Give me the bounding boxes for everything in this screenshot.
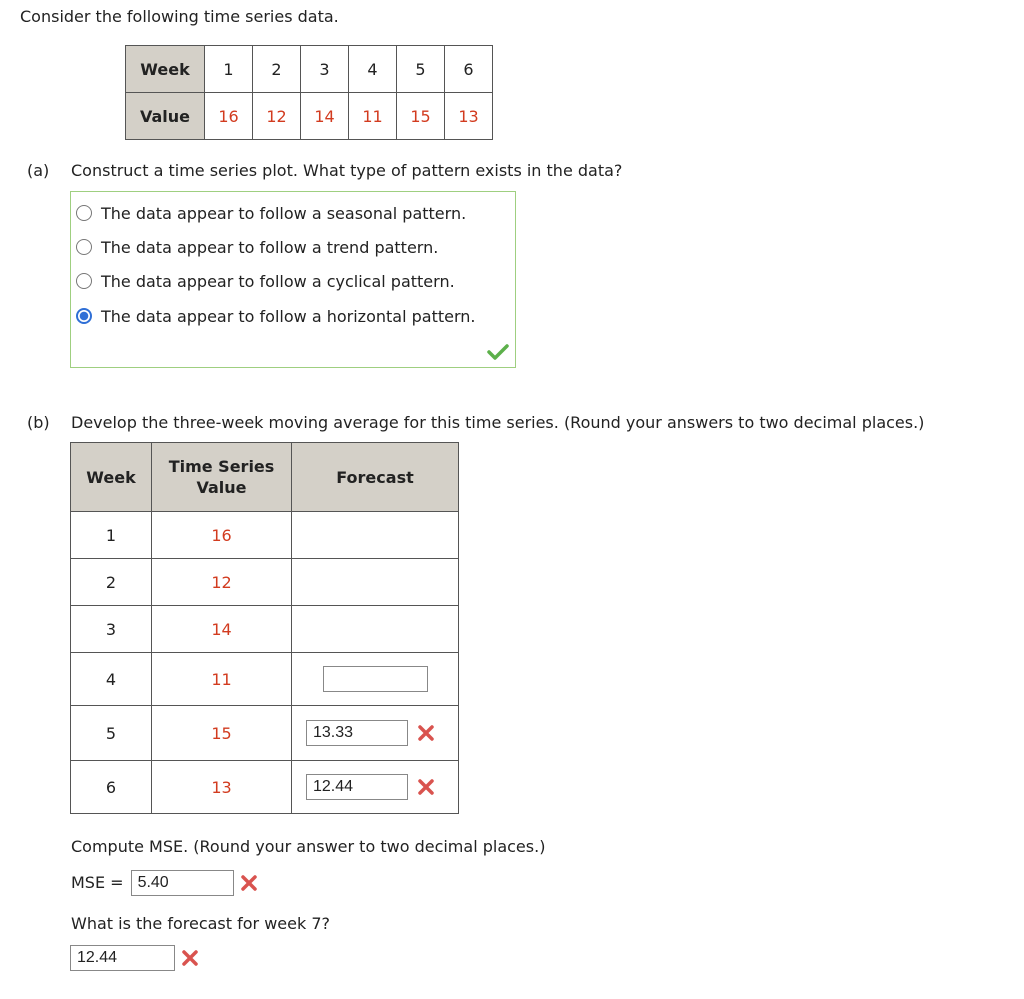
mse-prompt: Compute MSE. (Round your answer to two decimal places.)	[71, 837, 546, 856]
option-seasonal[interactable]	[76, 202, 466, 224]
radio-trend[interactable]	[76, 239, 92, 255]
incorrect-x-icon	[240, 874, 258, 892]
value-cell: 14	[301, 93, 349, 140]
row-forecast	[292, 706, 459, 761]
row-week: 3	[71, 606, 152, 653]
incorrect-x-icon	[417, 778, 435, 796]
forecast-week-6-input[interactable]: 12.44	[306, 774, 408, 800]
row-forecast-empty	[292, 559, 459, 606]
value-cell: 11	[349, 93, 397, 140]
week7-forecast-input[interactable]: 12.44	[70, 945, 175, 971]
row-forecast-empty	[292, 512, 459, 559]
value-cell: 16	[205, 93, 253, 140]
option-label: The data appear to follow a horizontal pattern.	[101, 306, 476, 326]
row-value: 14	[152, 606, 292, 653]
option-label: The data appear to follow a seasonal pattern.	[101, 203, 467, 223]
option-label: The data appear to follow a cyclical pattern.	[101, 271, 455, 291]
table-row	[71, 761, 459, 814]
week7-prompt: What is the forecast for week 7?	[71, 914, 331, 933]
week-cell: 6	[445, 46, 493, 93]
week-cell: 1	[205, 46, 253, 93]
part-a-label: (a)	[27, 161, 50, 180]
row-value: 11	[152, 653, 292, 706]
table-row	[71, 706, 459, 761]
row-week: 6	[71, 761, 152, 814]
table-row	[71, 653, 459, 706]
correct-check-icon	[487, 344, 509, 360]
mse-label: MSE =	[71, 873, 124, 892]
table-row	[71, 559, 459, 606]
part-b-label: (b)	[27, 413, 50, 432]
week-cell: 5	[397, 46, 445, 93]
intro-text: Consider the following time series data.	[20, 7, 339, 26]
row-week: 5	[71, 706, 152, 761]
week-row	[126, 46, 493, 93]
forecast-week-4-input[interactable]	[323, 666, 428, 692]
mse-input[interactable]: 5.40	[131, 870, 234, 896]
row-week: 2	[71, 559, 152, 606]
radio-seasonal[interactable]	[76, 205, 92, 221]
header-time-series-value-text: Time Series Value	[168, 457, 275, 497]
row-value: 13	[152, 761, 292, 814]
option-cyclical[interactable]	[76, 270, 455, 292]
week-cell: 3	[301, 46, 349, 93]
value-header: Value	[126, 93, 205, 140]
value-cell: 15	[397, 93, 445, 140]
value-cell: 12	[253, 93, 301, 140]
week-cell: 4	[349, 46, 397, 93]
row-week: 1	[71, 512, 152, 559]
row-forecast	[292, 653, 459, 706]
mse-row	[71, 870, 258, 896]
week-cell: 2	[253, 46, 301, 93]
week7-row	[70, 945, 199, 971]
table-header-row	[71, 443, 459, 512]
incorrect-x-icon	[417, 724, 435, 742]
pattern-options	[70, 191, 516, 368]
forecast-week-5-input[interactable]: 13.33	[306, 720, 408, 746]
radio-horizontal-selected[interactable]	[76, 308, 92, 324]
row-value: 12	[152, 559, 292, 606]
table-row	[71, 512, 459, 559]
header-time-series-value	[152, 443, 292, 512]
value-cell: 13	[445, 93, 493, 140]
header-forecast: Forecast	[292, 443, 459, 512]
row-week: 4	[71, 653, 152, 706]
row-forecast-empty	[292, 606, 459, 653]
part-b-question: Develop the three-week moving average for this time series. (Round your answers to two decimal places.)	[71, 413, 925, 432]
row-value: 15	[152, 706, 292, 761]
part-a-question: Construct a time series plot. What type of pattern exists in the data?	[71, 161, 623, 180]
time-series-table	[125, 45, 493, 140]
radio-cyclical[interactable]	[76, 273, 92, 289]
moving-average-table	[70, 442, 459, 814]
option-horizontal[interactable]	[76, 305, 475, 327]
option-trend[interactable]	[76, 236, 438, 258]
week-header: Week	[126, 46, 205, 93]
incorrect-x-icon	[181, 949, 199, 967]
table-row	[71, 606, 459, 653]
row-value: 16	[152, 512, 292, 559]
header-week: Week	[71, 443, 152, 512]
row-forecast	[292, 761, 459, 814]
value-row	[126, 93, 493, 140]
option-label: The data appear to follow a trend pattern.	[101, 237, 439, 257]
